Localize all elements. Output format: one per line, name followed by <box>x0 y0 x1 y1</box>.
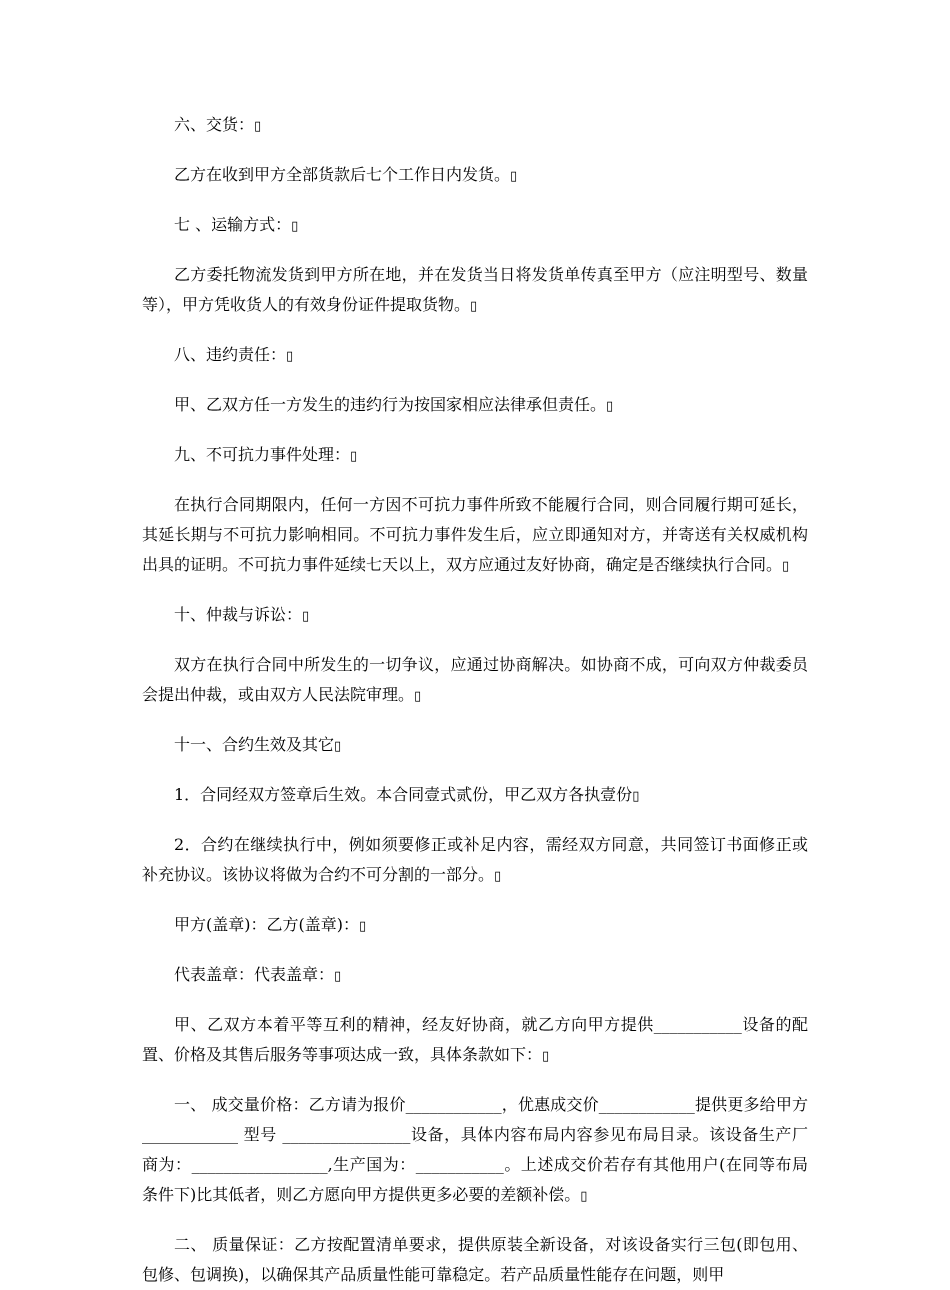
paragraph-arbitration-text: 双方在执行合同中所发生的一切争议，应通过协商解决。如协商不成，可向双方仲裁委员会提出仲裁，或由双方人民法院审理。▯ <box>142 655 808 704</box>
paragraph-end-mark: ▯ <box>542 1049 550 1064</box>
paragraph-end-mark: ▯ <box>632 789 640 804</box>
paragraph-end-mark: ▯ <box>254 119 262 134</box>
paragraph-end-mark: ▯ <box>302 609 310 624</box>
paragraph-force-majeure-text: 在执行合同期限内，任何一方因不可抗力事件所致不能履行合同，则合同履行期可延长，其延长期与不可抗力影响相同。不可抗力事件发生后，应立即通知对方，并寄送有关权威机构出具的证明。不可抗力事件延续七天以上，双方应通过友好协商，确定是否继续执行合同。▯ <box>142 495 808 574</box>
paragraph-quality-clause: 二、 质量保证：乙方按配置清单要求，提供原装全新设备，对该设备实行三包(即包用、包修、包调换)，以确保其产品质量性能可靠稳定。若产品质量性能存在问题，则甲 <box>142 1235 808 1284</box>
paragraph-price-clause: 一、 成交量价格：乙方请为报价____________，优惠成交价____________提供更多给甲方____________ 型号 ________________设备，具体内容布局内容参见布局目录。该设备生产厂商为：_________________,生产国为：___________。上述成交价若存有其他用户(在同等布局条件下)比其低者，则乙方愿向甲方提供更多必要的差额补偿。▯ <box>142 1095 808 1204</box>
paragraph-end-mark: ▯ <box>782 559 790 574</box>
paragraph-representative-line: 代表盖章：代表盖章：▯ <box>174 965 342 984</box>
paragraph-effect-item-1: 1．合同经双方签章后生效。本合同壹式贰份，甲乙双方各执壹份▯ <box>174 785 640 804</box>
paragraph-delivery-heading: 六、交货：▯ <box>174 115 262 134</box>
paragraph-end-mark: ▯ <box>334 739 342 754</box>
paragraph-preamble: 甲、乙双方本着平等互利的精神，经友好协商，就乙方向甲方提供___________设备的配置、价格及其售后服务等事项达成一致，具体条款如下：▯ <box>142 1015 808 1064</box>
paragraph-end-mark: ▯ <box>291 219 299 234</box>
paragraph-effect-item-2: 2．合约在继续执行中，例如须要修正或补足内容，需经双方同意，共同签订书面修正或补充协议。该协议将做为合约不可分割的一部分。▯ <box>142 835 808 884</box>
paragraph-end-mark: ▯ <box>334 969 342 984</box>
paragraph-end-mark: ▯ <box>470 299 478 314</box>
paragraph-end-mark: ▯ <box>414 689 422 704</box>
paragraph-end-mark: ▯ <box>606 399 614 414</box>
paragraph-delivery-text: 乙方在收到甲方全部货款后七个工作日内发货。▯ <box>174 165 518 184</box>
paragraph-end-mark: ▯ <box>580 1189 588 1204</box>
paragraph-liability-text: 甲、乙双方任一方发生的违约行为按国家相应法律承但责任。▯ <box>174 395 614 414</box>
paragraph-end-mark: ▯ <box>358 919 367 934</box>
paragraph-end-mark: ▯ <box>286 349 294 364</box>
paragraph-force-majeure-heading: 九、不可抗力事件处理：▯ <box>174 445 358 464</box>
paragraph-arbitration-heading: 十、仲裁与诉讼：▯ <box>174 605 310 624</box>
paragraph-transport-heading: 七 、运输方式：▯ <box>174 215 299 234</box>
paragraph-liability-heading: 八、违约责任：▯ <box>174 345 294 364</box>
paragraph-seal-line: 甲方(盖章)：乙方(盖章)：▯ <box>174 915 367 934</box>
paragraph-transport-text: 乙方委托物流发货到甲方所在地，并在发货当日将发货单传真至甲方（应注明型号、数量等），甲方凭收货人的有效身份证件提取货物。▯ <box>142 265 808 314</box>
paragraph-end-mark: ▯ <box>494 869 502 884</box>
paragraph-end-mark: ▯ <box>510 169 518 184</box>
paragraph-effect-heading: 十一、合约生效及其它▯ <box>174 735 342 754</box>
paragraph-end-mark: ▯ <box>350 449 358 464</box>
